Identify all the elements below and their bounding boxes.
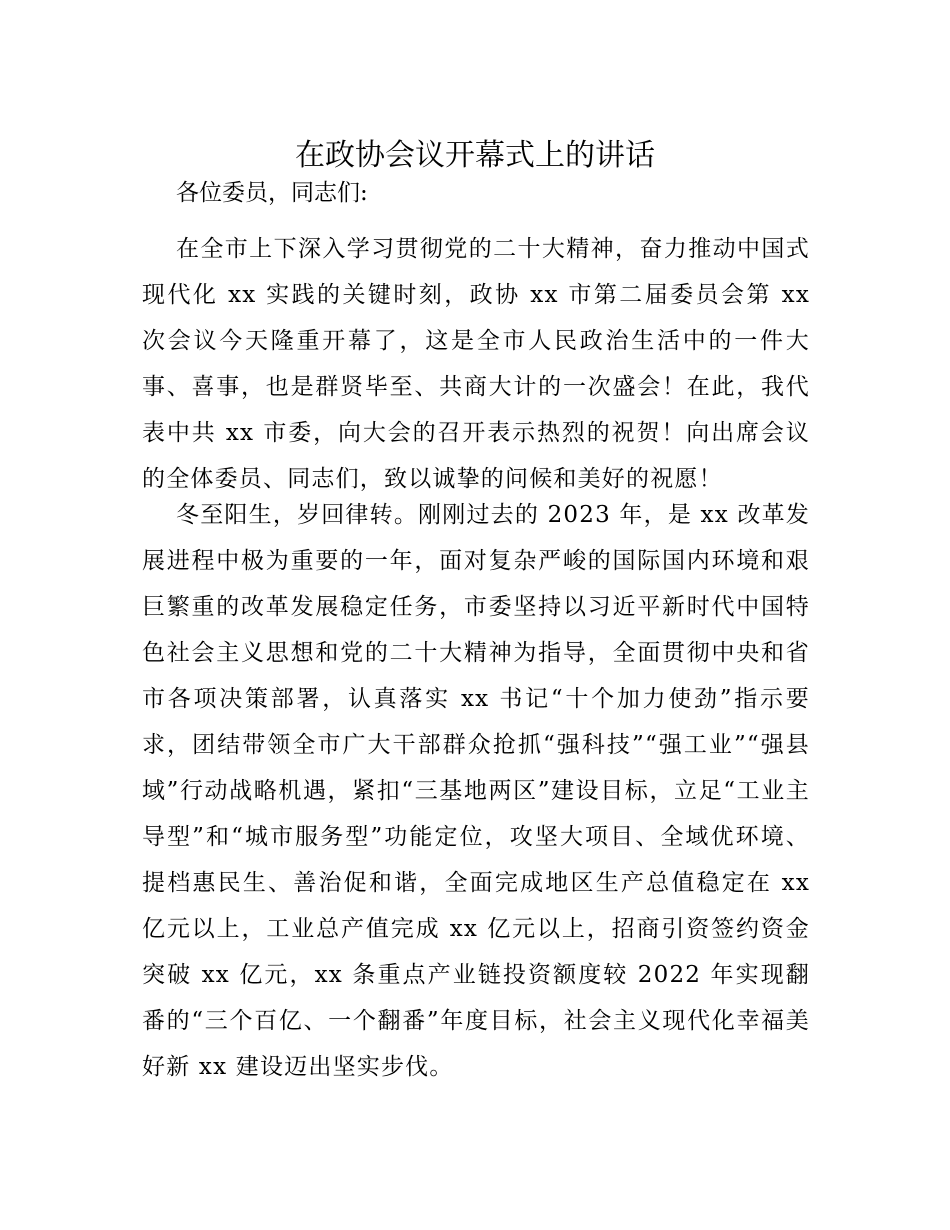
salutation: 各位委员，同志们: bbox=[176, 180, 368, 206]
document-title: 在政协会议开幕式上的讲话 bbox=[295, 138, 655, 174]
paragraph-1: 在全市上下深入学习贯彻党的二十大精神，奋力推动中国式现代化 xx 实践的关键时刻，政协 xx 市第二届委员会第 xx 次会议今天隆重开幕了，这是全市人民政治生活中的一件大事、喜事，也是群贤毕至、共商大计的一次盛会！在此，我代表中共 xx 市委，向大会的召开表示热烈的祝贺！向出席会议的全体委员、同志们，致以诚挚的问候和美好的祝愿！ bbox=[142, 236, 810, 492]
paragraph-2: 冬至阳生，岁回律转。刚刚过去的 2023 年，是 xx 改革发展进程中极为重要的一年，面对复杂严峻的国际国内环境和艰巨繁重的改革发展稳定任务，市委坚持以习近平新时代中国特色社会主义思想和党的二十大精神为指导，全面贯彻中央和省市各项决策部署，认真落实 xx 书记“十个加力使劲”指示要求，团结带领全市广大干部群众抢抓“强科技”“强工业”“强县域”行动战略机遇，紧扣“三基地两区”建设目标，立足“工业主导型”和“城市服务型”功能定位，攻坚大项目、全域优环境、提档惠民生、善治促和谐，全面完成地区生产总值稳定在 xx 亿元以上，工业总产值完成 xx 亿元以上，招商引资签约资金突破 xx 亿元，xx 条重点产业链投资额度较 2022 年实现翻番的“三个百亿、一个翻番”年度目标，社会主义现代化幸福美好新 xx 建设迈出坚实步伐。 bbox=[142, 502, 810, 1080]
